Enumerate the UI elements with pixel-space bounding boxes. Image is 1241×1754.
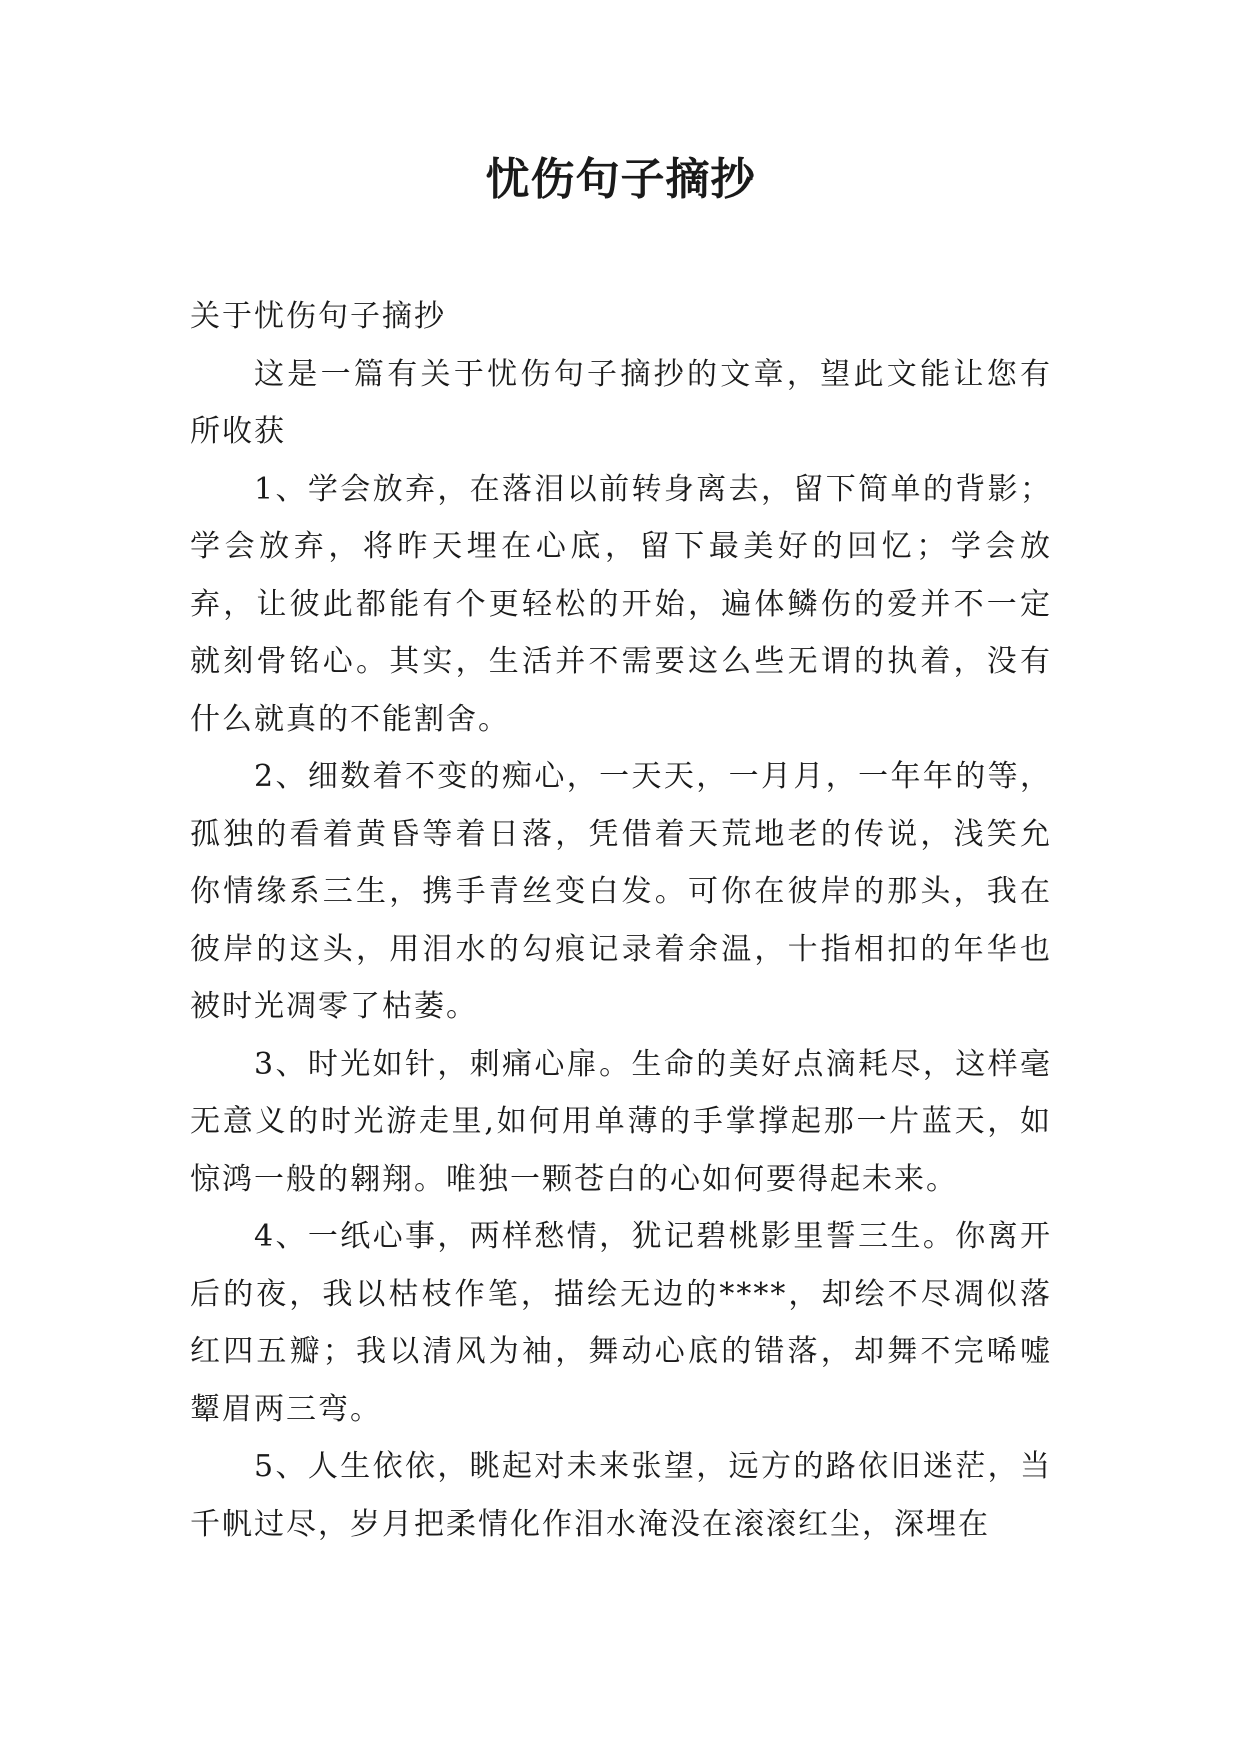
- paragraph-2: 2、细数着不变的痴心，一天天，一月月，一年年的等，孤独的看着黄昏等着日落，凭借着天荒地老的传说，浅笑允你情缘系三生，携手青丝变白发。可你在彼岸的那头，我在彼岸的这头，用泪水的勾痕记录着余温，十指相扣的年华也被时光凋零了枯萎。: [190, 759, 1052, 1024]
- document-title: 忧伤句子摘抄: [485, 154, 756, 205]
- paragraph-1: 1、学会放弃，在落泪以前转身离去，留下简单的背影；学会放弃，将昨天埋在心底，留下最美好的回忆；学会放弃，让彼此都能有个更轻松的开始，遍体鳞伤的爱并不一定就刻骨铭心。其实，生活并不需要这么些无谓的执着，没有什么就真的不能割舍。: [190, 471, 1052, 737]
- document-body: [190, 288, 1052, 1553]
- paragraph-3: 3、时光如针，刺痛心扉。生命的美好点滴耗尽，这样毫无意义的时光游走里,如何用单薄的手掌撑起那一片蓝天，如惊鸿一般的翱翔。唯独一颗苍白的心如何要得起未来。: [190, 1046, 1052, 1197]
- paragraph-5: 5、人生依依，眺起对未来张望，远方的路依旧迷茫，当千帆过尽，岁月把柔情化作泪水淹没在滚滚红尘，深埋在: [190, 1449, 1052, 1542]
- intro-paragraph: 这是一篇有关于忧伤句子摘抄的文章，望此文能让您有所收获: [190, 356, 1052, 449]
- paragraph-4: 4、一纸心事，两样愁情，犹记碧桃影里誓三生。你离开后的夜，我以枯枝作笔，描绘无边的****，却绘不尽凋似落红四五瓣；我以清风为袖，舞动心底的错落，却舞不完唏嘘颦眉两三弯。: [190, 1219, 1052, 1427]
- document-subtitle: 关于忧伤句子摘抄: [190, 299, 446, 334]
